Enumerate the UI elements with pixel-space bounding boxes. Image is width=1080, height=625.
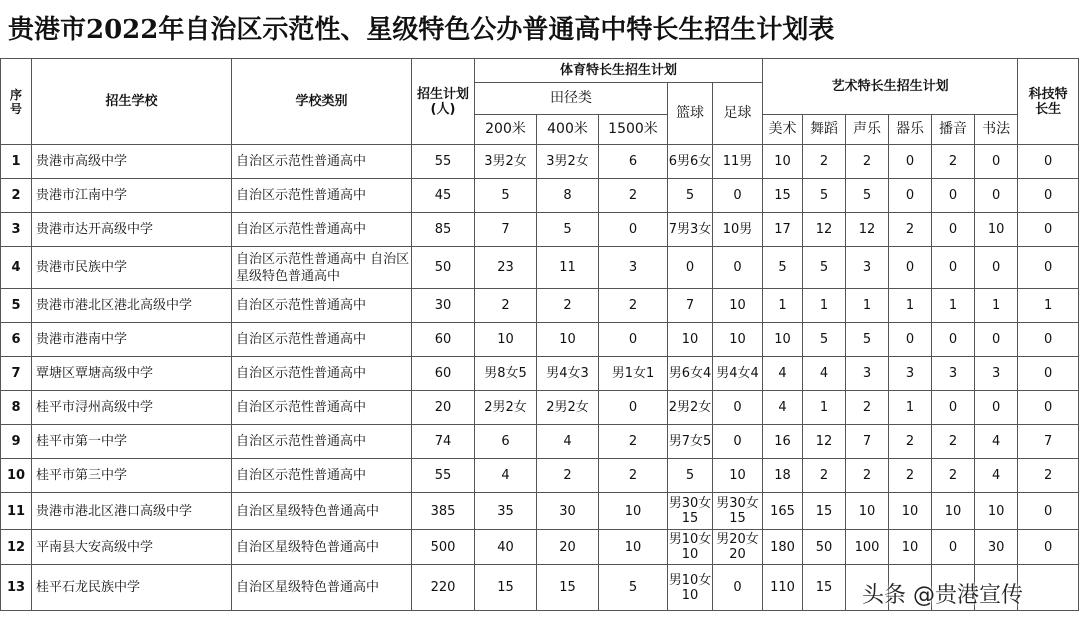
track-400m: 10 (537, 323, 599, 357)
broadcast: 1 (932, 289, 975, 323)
row-index: 1 (1, 145, 32, 179)
instrument: 1 (889, 391, 932, 425)
table-row (1, 530, 1079, 565)
basketball: 男30女15 (668, 493, 713, 530)
row-index: 12 (1, 530, 32, 565)
school-category: 自治区示范性普通高中 (232, 323, 412, 357)
track-1500m: 男1女1 (599, 357, 668, 391)
basketball: 7男3女 (668, 213, 713, 247)
broadcast: 2 (932, 459, 975, 493)
school-category: 自治区示范性普通高中 自治区星级特色普通高中 (232, 247, 412, 289)
dance: 4 (803, 357, 846, 391)
tech: 1 (1018, 289, 1079, 323)
fine-art: 17 (763, 213, 803, 247)
football: 11男 (713, 145, 763, 179)
track-200m: 5 (475, 179, 537, 213)
tech: 0 (1018, 145, 1079, 179)
track-1500m: 0 (599, 213, 668, 247)
basketball: 2男2女 (668, 391, 713, 425)
vocal: 2 (846, 145, 889, 179)
fine-art: 1 (763, 289, 803, 323)
vocal: 1 (846, 289, 889, 323)
calligraphy: 0 (975, 247, 1018, 289)
vocal: 2 (846, 391, 889, 425)
table-row (1, 145, 1079, 179)
basketball: 0 (668, 247, 713, 289)
fine-art: 110 (763, 565, 803, 611)
plan-count: 85 (412, 213, 475, 247)
plan-count: 74 (412, 425, 475, 459)
broadcast: 2 (932, 425, 975, 459)
track-1500m: 2 (599, 179, 668, 213)
vocal: 100 (846, 530, 889, 565)
track-400m: 5 (537, 213, 599, 247)
calligraphy: 10 (975, 213, 1018, 247)
dance: 12 (803, 213, 846, 247)
tech: 0 (1018, 493, 1079, 530)
calligraphy: 0 (975, 323, 1018, 357)
broadcast: 0 (932, 323, 975, 357)
school-category: 自治区示范性普通高中 (232, 289, 412, 323)
school-name: 贵港市达开高级中学 (32, 213, 232, 247)
dance: 1 (803, 391, 846, 425)
football: 0 (713, 565, 763, 611)
track-400m: 2 (537, 289, 599, 323)
track-1500m: 5 (599, 565, 668, 611)
vocal: 5 (846, 323, 889, 357)
row-index: 8 (1, 391, 32, 425)
school-name: 平南县大安高级中学 (32, 530, 232, 565)
instrument: 2 (889, 213, 932, 247)
school-name: 桂平市第三中学 (32, 459, 232, 493)
tech: 0 (1018, 247, 1079, 289)
football: 男30女15 (713, 493, 763, 530)
basketball: 6男6女 (668, 145, 713, 179)
tech: 0 (1018, 323, 1079, 357)
header-dance: 舞蹈 (803, 115, 846, 145)
row-index: 7 (1, 357, 32, 391)
dance: 50 (803, 530, 846, 565)
track-400m: 30 (537, 493, 599, 530)
track-200m: 男8女5 (475, 357, 537, 391)
track-400m: 2男2女 (537, 391, 599, 425)
fine-art: 10 (763, 145, 803, 179)
plan-count: 55 (412, 459, 475, 493)
table-row (1, 391, 1079, 425)
school-category: 自治区示范性普通高中 (232, 179, 412, 213)
page-title: 贵港市2022年自治区示范性、星级特色公办普通高中特长生招生计划表 (8, 15, 835, 45)
fine-art: 4 (763, 391, 803, 425)
row-index: 10 (1, 459, 32, 493)
fine-art: 180 (763, 530, 803, 565)
plan-count: 60 (412, 323, 475, 357)
fine-art: 16 (763, 425, 803, 459)
fine-art: 18 (763, 459, 803, 493)
school-category: 自治区示范性普通高中 (232, 357, 412, 391)
table-row (1, 213, 1079, 247)
broadcast: 0 (932, 247, 975, 289)
fine-art: 165 (763, 493, 803, 530)
track-400m: 15 (537, 565, 599, 611)
track-200m: 10 (475, 323, 537, 357)
track-1500m: 2 (599, 459, 668, 493)
instrument: 3 (889, 357, 932, 391)
broadcast: 0 (932, 530, 975, 565)
tech (1018, 565, 1079, 611)
track-400m: 8 (537, 179, 599, 213)
row-index: 3 (1, 213, 32, 247)
school-name: 桂平市浔州高级中学 (32, 391, 232, 425)
calligraphy: 4 (975, 425, 1018, 459)
instrument: 0 (889, 179, 932, 213)
track-400m: 2 (537, 459, 599, 493)
plan-count: 385 (412, 493, 475, 530)
school-category: 自治区示范性普通高中 (232, 213, 412, 247)
table-row (1, 425, 1079, 459)
plan-count: 55 (412, 145, 475, 179)
dance: 15 (803, 565, 846, 611)
table-row (1, 289, 1079, 323)
vocal: 3 (846, 357, 889, 391)
basketball: 男10女10 (668, 565, 713, 611)
instrument: 1 (889, 289, 932, 323)
dance: 5 (803, 247, 846, 289)
broadcast: 0 (932, 213, 975, 247)
track-1500m: 10 (599, 530, 668, 565)
header-football: 足球 (713, 83, 763, 145)
vocal: 2 (846, 459, 889, 493)
header-sports: 体育特长生招生计划 (475, 59, 763, 83)
vocal: 3 (846, 247, 889, 289)
broadcast: 0 (932, 391, 975, 425)
school-category: 自治区星级特色普通高中 (232, 565, 412, 611)
football: 0 (713, 425, 763, 459)
track-200m: 2男2女 (475, 391, 537, 425)
tech: 0 (1018, 357, 1079, 391)
school-name: 贵港市港北区港口高级中学 (32, 493, 232, 530)
table-row (1, 179, 1079, 213)
tech: 0 (1018, 530, 1079, 565)
calligraphy: 10 (975, 493, 1018, 530)
header-art: 艺术特长生招生计划 (763, 59, 1018, 115)
track-1500m: 0 (599, 391, 668, 425)
track-200m: 4 (475, 459, 537, 493)
school-name: 覃塘区覃塘高级中学 (32, 357, 232, 391)
football: 10 (713, 323, 763, 357)
row-index: 5 (1, 289, 32, 323)
fine-art: 5 (763, 247, 803, 289)
track-200m: 35 (475, 493, 537, 530)
row-index: 4 (1, 247, 32, 289)
track-200m: 23 (475, 247, 537, 289)
school-category: 自治区示范性普通高中 (232, 391, 412, 425)
basketball: 5 (668, 179, 713, 213)
calligraphy: 0 (975, 179, 1018, 213)
header-calligraphy: 书法 (975, 115, 1018, 145)
football: 10男 (713, 213, 763, 247)
table-row (1, 493, 1079, 530)
track-200m: 40 (475, 530, 537, 565)
tech: 0 (1018, 179, 1079, 213)
fine-art: 10 (763, 323, 803, 357)
tech: 2 (1018, 459, 1079, 493)
football: 男4女4 (713, 357, 763, 391)
header-broadcast: 播音 (932, 115, 975, 145)
header-school: 招生学校 (32, 59, 232, 145)
vocal: 7 (846, 425, 889, 459)
track-1500m: 0 (599, 323, 668, 357)
instrument: 10 (889, 493, 932, 530)
track-400m: 男4女3 (537, 357, 599, 391)
football: 0 (713, 179, 763, 213)
school-name: 贵港市民族中学 (32, 247, 232, 289)
header-vocal: 声乐 (846, 115, 889, 145)
tech: 7 (1018, 425, 1079, 459)
track-200m: 2 (475, 289, 537, 323)
school-category: 自治区星级特色普通高中 (232, 530, 412, 565)
table-row (1, 459, 1079, 493)
track-200m: 7 (475, 213, 537, 247)
track-400m: 4 (537, 425, 599, 459)
dance: 15 (803, 493, 846, 530)
header-category: 学校类别 (232, 59, 412, 145)
header-fine-art: 美术 (763, 115, 803, 145)
dance: 2 (803, 145, 846, 179)
instrument: 2 (889, 425, 932, 459)
instrument: 0 (889, 145, 932, 179)
row-index: 2 (1, 179, 32, 213)
header-track: 田径类 (475, 83, 668, 115)
broadcast: 3 (932, 357, 975, 391)
calligraphy: 1 (975, 289, 1018, 323)
instrument: 2 (889, 459, 932, 493)
header-200m: 200米 (475, 115, 537, 145)
basketball: 男7女5 (668, 425, 713, 459)
calligraphy: 0 (975, 391, 1018, 425)
football: 10 (713, 289, 763, 323)
basketball: 7 (668, 289, 713, 323)
dance: 12 (803, 425, 846, 459)
header-plan: 招生计划(人) (412, 59, 475, 145)
header-basketball: 篮球 (668, 83, 713, 145)
football: 男20女20 (713, 530, 763, 565)
dance: 5 (803, 323, 846, 357)
school-category: 自治区星级特色普通高中 (232, 493, 412, 530)
plan-count: 500 (412, 530, 475, 565)
instrument: 0 (889, 323, 932, 357)
plan-count: 45 (412, 179, 475, 213)
broadcast: 2 (932, 145, 975, 179)
instrument: 0 (889, 247, 932, 289)
vocal: 5 (846, 179, 889, 213)
track-400m: 20 (537, 530, 599, 565)
table-row (1, 323, 1079, 357)
plan-count: 60 (412, 357, 475, 391)
track-200m: 3男2女 (475, 145, 537, 179)
basketball: 男10女10 (668, 530, 713, 565)
basketball: 5 (668, 459, 713, 493)
header-tech: 科技特长生 (1018, 59, 1079, 145)
school-name: 贵港市江南中学 (32, 179, 232, 213)
school-name: 贵港市港北区港北高级中学 (32, 289, 232, 323)
track-400m: 3男2女 (537, 145, 599, 179)
header-1500m: 1500米 (599, 115, 668, 145)
track-1500m: 2 (599, 289, 668, 323)
header-instrument: 器乐 (889, 115, 932, 145)
calligraphy: 4 (975, 459, 1018, 493)
enrollment-table (0, 58, 1079, 611)
fine-art: 4 (763, 357, 803, 391)
plan-count: 50 (412, 247, 475, 289)
track-1500m: 10 (599, 493, 668, 530)
school-name: 贵港市高级中学 (32, 145, 232, 179)
dance: 2 (803, 459, 846, 493)
football: 0 (713, 247, 763, 289)
tech: 0 (1018, 213, 1079, 247)
track-200m: 6 (475, 425, 537, 459)
vocal: 12 (846, 213, 889, 247)
plan-count: 20 (412, 391, 475, 425)
football: 10 (713, 459, 763, 493)
table-row (1, 247, 1079, 289)
track-1500m: 6 (599, 145, 668, 179)
track-1500m: 2 (599, 425, 668, 459)
fine-art: 15 (763, 179, 803, 213)
broadcast: 0 (932, 179, 975, 213)
row-index: 6 (1, 323, 32, 357)
vocal: 10 (846, 493, 889, 530)
row-index: 9 (1, 425, 32, 459)
school-name: 贵港市港南中学 (32, 323, 232, 357)
calligraphy: 30 (975, 530, 1018, 565)
watermark: 头条 @贵港宣传 (862, 583, 1023, 608)
track-400m: 11 (537, 247, 599, 289)
basketball: 男6女4 (668, 357, 713, 391)
dance: 1 (803, 289, 846, 323)
header-index: 序号 (1, 59, 32, 145)
football: 0 (713, 391, 763, 425)
school-name: 桂平石龙民族中学 (32, 565, 232, 611)
school-name: 桂平市第一中学 (32, 425, 232, 459)
school-category: 自治区示范性普通高中 (232, 459, 412, 493)
row-index: 11 (1, 493, 32, 530)
header-400m: 400米 (537, 115, 599, 145)
calligraphy: 3 (975, 357, 1018, 391)
broadcast: 10 (932, 493, 975, 530)
track-1500m: 3 (599, 247, 668, 289)
track-200m: 15 (475, 565, 537, 611)
plan-count: 220 (412, 565, 475, 611)
plan-count: 30 (412, 289, 475, 323)
tech: 0 (1018, 391, 1079, 425)
basketball: 10 (668, 323, 713, 357)
dance: 5 (803, 179, 846, 213)
calligraphy: 0 (975, 145, 1018, 179)
row-index: 13 (1, 565, 32, 611)
instrument: 10 (889, 530, 932, 565)
school-category: 自治区示范性普通高中 (232, 425, 412, 459)
table-row (1, 357, 1079, 391)
school-category: 自治区示范性普通高中 (232, 145, 412, 179)
